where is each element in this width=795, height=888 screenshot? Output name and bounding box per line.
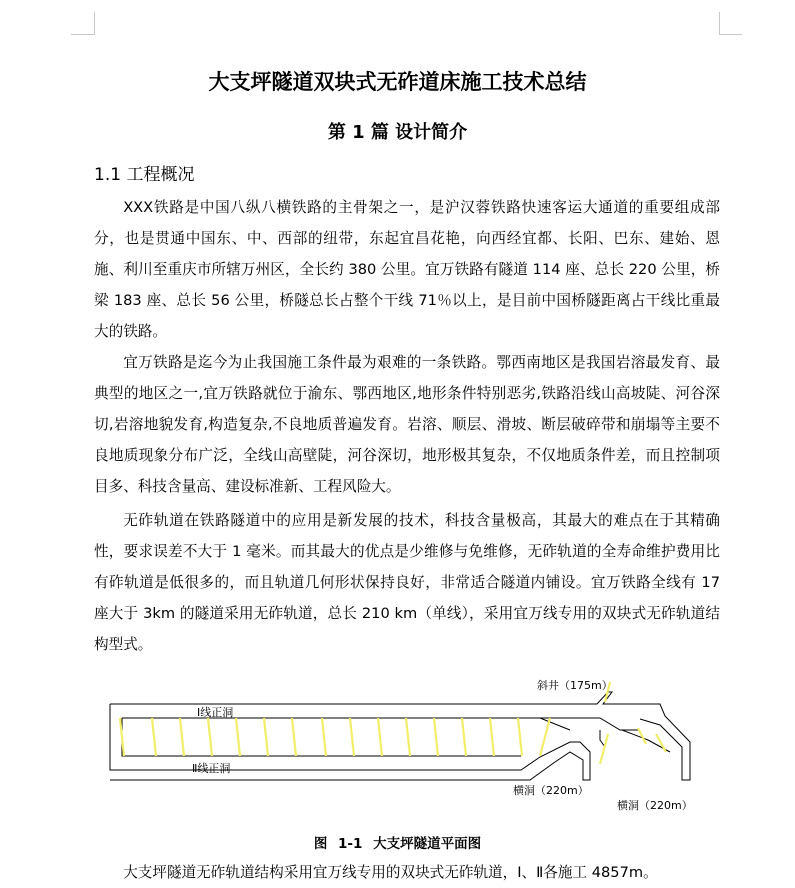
section-heading: 1.1 工程概况: [94, 165, 195, 185]
cross-passage: [152, 718, 156, 756]
body-paragraph: 无砟轨道在铁路隧道中的应用是新发展的技术，科技含量极高，其最大的难点在于其精确性，要求误差不大于 1 毫米。而其最大的优点是少维修与免维修，无砟轨道的全寿命维护费用比有砟轨道是低很多的，而且轨道几何形状保持良好，非常适合隧道内铺设。宜万铁路全线有 17 座大于 3km 的隧道采用无砟轨道，总长 210 km（单线），采用宜万线专用的双块式无砟轨道结构型式。: [94, 512, 720, 653]
body-paragraph: 大支坪隧道无砟轨道结构采用宜万线专用的双块式无砟轨道，Ⅰ、Ⅱ各施工 4857m。: [123, 864, 658, 881]
line1-label: Ⅰ线正洞: [197, 706, 234, 719]
cross-passage: [406, 718, 410, 756]
document-title: 大支坪隧道双块式无砟道床施工技术总结: [208, 70, 587, 94]
cross-adit-label-1: 横洞（220m）: [513, 784, 589, 797]
line2-label: Ⅱ线正洞: [192, 762, 231, 775]
cross-passage: [656, 734, 666, 752]
figure-caption: 图 1-1 大支坪隧道平面图: [313, 836, 482, 852]
cross-passage: [490, 718, 494, 756]
cross-passage: [292, 718, 296, 756]
tunnel-plan-diagram: [100, 672, 700, 822]
cross-passage: [350, 718, 354, 756]
cross-passage: [208, 718, 212, 756]
cross-passage: [434, 718, 438, 756]
body-paragraph: XXX铁路是中国八纵八横铁路的主骨架之一，是沪汉蓉铁路快速客运大通道的重要组成部分，也是贯通中国东、中、西部的纽带，东起宜昌花艳，向西经宜都、长阳、巴东、建始、恩施、利川至重庆市所辖万州区，全长约 380 公里。宜万铁路有隧道 114 座、总长 220 公里，桥梁 183 座、总长 56 公里，桥隧总长占整个干线 71％以上，是目前中国桥隧距离占干线比重最大的铁路。: [94, 199, 720, 340]
cross-adit-label-2: 横洞（220m）: [617, 799, 693, 812]
body-paragraph: 宜万铁路是迄今为止我国施工条件最为艰难的一条铁路。鄂西南地区是我国岩溶最发育、最典型的地区之一,宜万铁路就位于渝东、鄂西地区,地形条件特别恶劣,铁路沿线山高坡陡、河谷深切,岩溶地貌发育,构造复杂,不良地质普遍发育。岩溶、顺层、滑坡、断层破碎带和崩塌等主要不良地质现象分布广泛，全线山高壁陡，河谷深切，地形极其复杂，不仅地质条件差，而且控制项目多、科技含量高、建设标准新、工程风险大。: [94, 354, 720, 495]
cross-passage: [378, 718, 382, 756]
cross-passage: [236, 718, 240, 756]
crop-mark: [94, 12, 95, 35]
cross-passage: [540, 718, 550, 756]
cross-passage: [180, 718, 184, 756]
cross-passage: [600, 734, 608, 764]
tunnel-plan-figure: [100, 672, 700, 826]
cross-passage: [264, 718, 268, 756]
chapter-heading: 第 1 篇 设计简介: [327, 122, 468, 143]
cross-passages: [120, 682, 666, 764]
cross-passage: [638, 728, 646, 744]
crop-mark: [719, 34, 742, 35]
cross-passage: [518, 718, 522, 756]
cross-passage: [322, 718, 326, 756]
crop-mark: [71, 34, 94, 35]
crop-mark: [719, 12, 720, 35]
incline-shaft-label: 斜井（175m）: [537, 679, 613, 692]
cross-passage: [462, 718, 466, 756]
